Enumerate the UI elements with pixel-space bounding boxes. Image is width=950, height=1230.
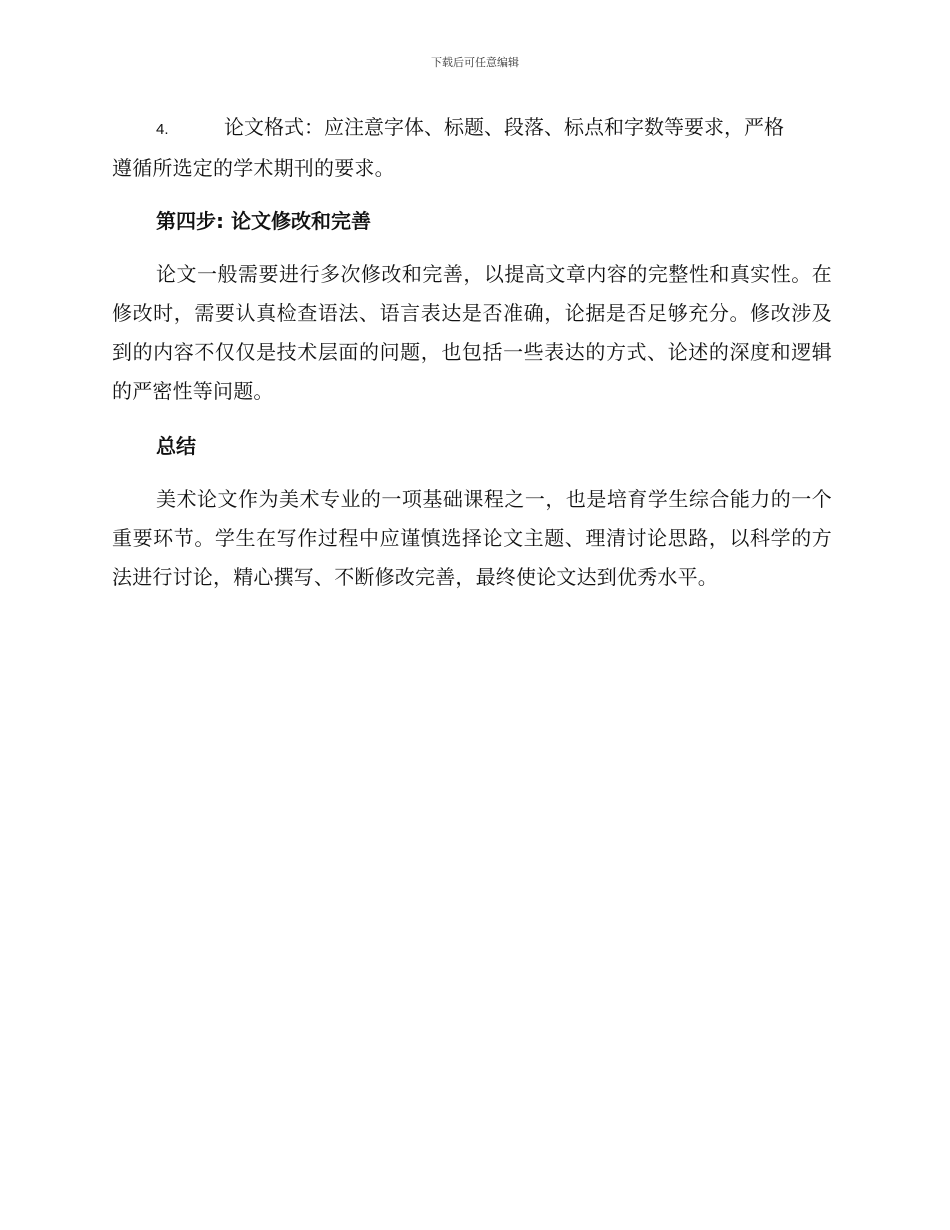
document-body [112,108,832,597]
list-item-line1 [112,108,832,149]
list-item-format [112,108,832,188]
section-body-step4: 论文一般需要进行多次修改和完善，以提高文章内容的完整性和真实性。在修改时，需要认真检查语法、语言表达是否准确，论据是否足够充分。修改涉及到的内容不仅仅是技术层面的问题，也包括一些表达的方式、论述的深度和逻辑的严密性等问题。 [112,262,832,403]
section-heading-step4: 第四步: 论文修改和完善 [156,209,371,233]
list-item-text-line2: 遵循所选定的学术期刊的要求。 [112,156,395,180]
section-heading-summary: 总结 [156,434,196,458]
list-item-text-line1: 论文格式：应注意字体、标题、段落、标点和字数等要求，严格 [224,115,784,139]
page-header-note: 下载后可任意编辑 [431,56,519,69]
section-body-summary: 美术论文作为美术专业的一项基础课程之一，也是培育学生综合能力的一个重要环节。学生在写作过程中应谨慎选择论文主题、理清讨论思路，以科学的方法进行讨论，精心撰写、不断修改完善，最终使论文达到优秀水平。 [112,487,832,589]
list-item-number: 4. [156,121,169,138]
